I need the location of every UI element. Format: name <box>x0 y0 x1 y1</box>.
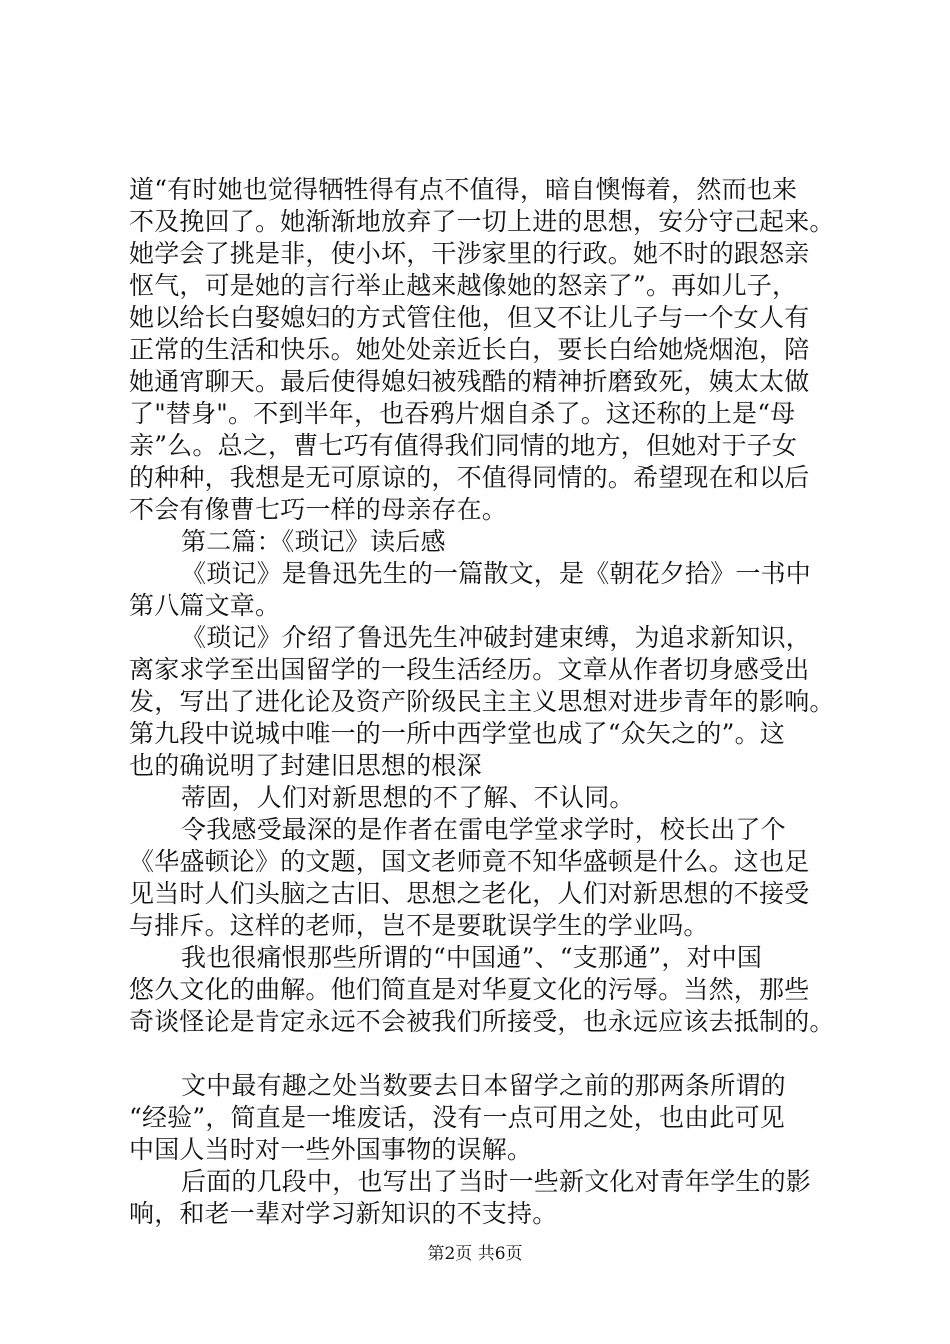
text-line: 《琐记》介绍了鲁迅先生冲破封建束缚，为追求新知识， <box>181 623 812 652</box>
text-line: 中国人当时对一些外国事物的误解。 <box>129 1135 533 1164</box>
text-line: 蒂固，人们对新思想的不了解、不认同。 <box>181 783 635 812</box>
text-line: 的种种，我想是无可原谅的，不值得同情的。希望现在和以后 <box>129 463 810 492</box>
text-line: 奇谈怪论是肯定永远不会被我们所接受，也永远应该去抵制的。 <box>129 1007 835 1036</box>
text-line: 不及挽回了。她渐渐地放弃了一切上进的思想，安分守己起来。 <box>129 207 835 236</box>
page-number-footer: 第2页 共6页 <box>427 1244 523 1264</box>
text-line: 第九段中说城中唯一的一所中西学堂也成了“众矢之的”。这 <box>129 719 785 748</box>
text-line: 响，和老一辈对学习新知识的不支持。 <box>129 1199 558 1228</box>
text-line: 悠久文化的曲解。他们简直是对华夏文化的污辱。当然，那些 <box>129 975 810 1004</box>
text-line: 我也很痛恨那些所谓的“中国通”、“支那通”，对中国 <box>181 943 763 972</box>
text-line: “经验”，简直是一堆废话，没有一点可用之处，也由此可见 <box>129 1103 785 1132</box>
text-line: 与排斥。这样的老师，岂不是要耽误学生的学业吗。 <box>129 911 709 940</box>
text-line: 见当时人们头脑之古旧、思想之老化，人们对新思想的不接受 <box>129 879 810 908</box>
text-line: 了"替身"。不到半年，也吞鸦片烟自杀了。这还称的上是“母 <box>129 399 796 428</box>
paragraph-spacer <box>129 1038 849 1070</box>
section-heading: 第二篇：《琐记》读后感 <box>181 527 446 556</box>
document-body <box>129 174 849 1230</box>
text-line: 怄气，可是她的言行举止越来越像她的怒亲了”。再如儿子， <box>129 271 798 300</box>
text-line: 她以给长白娶媳妇的方式管住他，但又不让儿子与一个女人有 <box>129 303 810 332</box>
text-line: 《华盛顿论》的文题，国文老师竟不知华盛顿是什么。这也足 <box>129 847 810 876</box>
text-line: 道“有时她也觉得牺牲得有点不值得，暗自懊悔着，然而也来 <box>129 175 798 204</box>
text-line: 《琐记》是鲁迅先生的一篇散文，是《朝花夕拾》一书中 <box>181 559 812 588</box>
text-line: 令我感受最深的是作者在雷电学堂求学时，校长出了个 <box>181 815 786 844</box>
text-line: 发，写出了进化论及资产阶级民主主义思想对进步青年的影响。 <box>129 687 835 716</box>
text-line: 离家求学至出国留学的一段生活经历。文章从作者切身感受出 <box>129 655 810 684</box>
text-line: 正常的生活和快乐。她处处亲近长白，要长白给她烧烟泡，陪 <box>129 335 810 364</box>
text-line: 亲”么。总之，曹七巧有值得我们同情的地方，但她对于子女 <box>129 431 798 460</box>
text-line: 不会有像曹七巧一样的母亲存在。 <box>129 495 508 524</box>
text-line: 文中最有趣之处当数要去日本留学之前的那两条所谓的 <box>181 1071 786 1100</box>
text-line: 后面的几段中，也写出了当时一些新文化对青年学生的影 <box>181 1167 812 1196</box>
text-line: 第八篇文章。 <box>129 591 281 620</box>
text-line: 她通宵聊天。最后使得媳妇被残酷的精神折磨致死，姨太太做 <box>129 367 810 396</box>
text-line: 也的确说明了封建旧思想的根深 <box>129 751 482 780</box>
text-line: 她学会了挑是非，使小坏，干涉家里的行政。她不时的跟怒亲 <box>129 239 810 268</box>
